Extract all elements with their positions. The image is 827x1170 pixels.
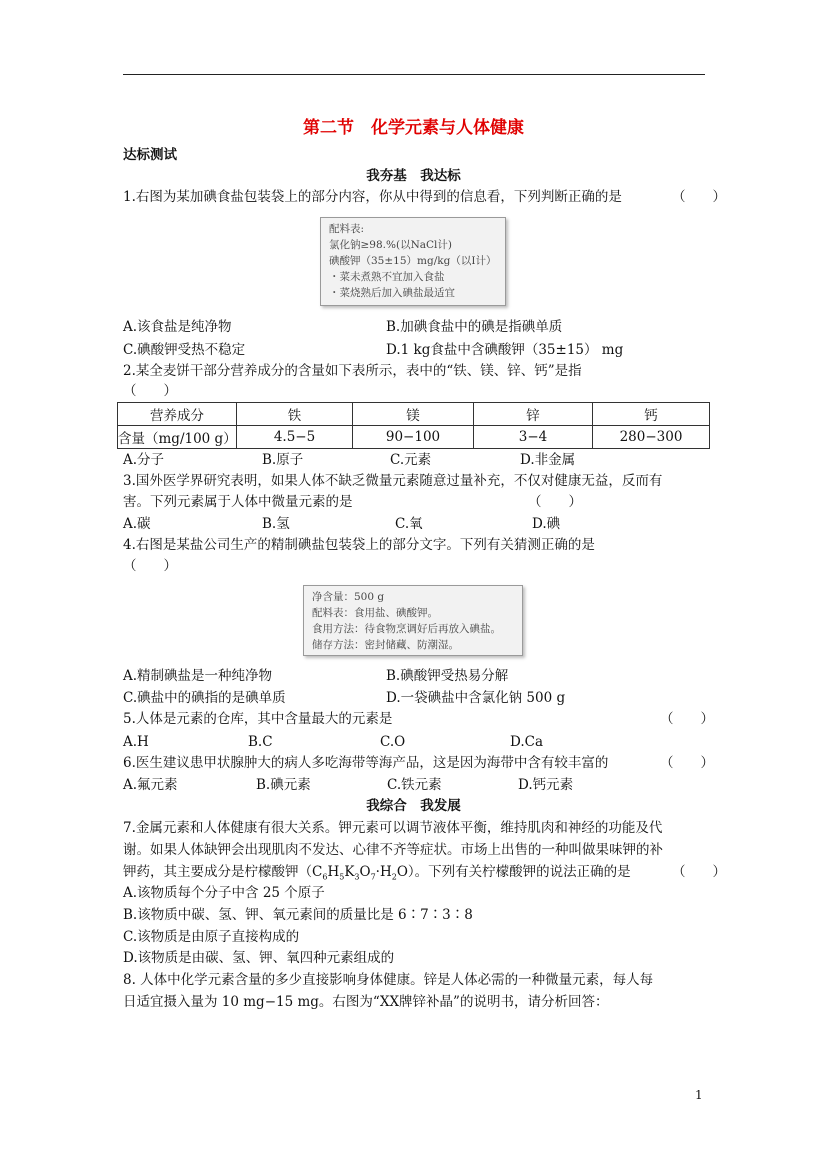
- q1-stem: 1.右图为某加碘食盐包装袋上的部分内容，你从中得到的信息看，下列判断正确的是: [123, 189, 622, 205]
- q1-label-image: [320, 217, 506, 306]
- q7-paren: （ ）: [672, 864, 726, 880]
- q1-box-line: 碘酸钾（35±15）mg/kg（以I计）: [329, 255, 497, 267]
- q3-option-a: A.碳: [123, 516, 151, 532]
- q6-option-a: A.氟元素: [123, 777, 178, 793]
- q4-box-line: 配料表：食用盐、碘酸钾。: [312, 607, 438, 619]
- q8-line-2: 日适宜摄入量为 10 mg−15 mg。右图为“XX牌锌补晶”的说明书，请分析回答：: [123, 994, 609, 1010]
- table-header-row: [118, 403, 710, 426]
- q4-option-d: D.一袋碘盐中含氯化钠 500 g: [386, 690, 566, 706]
- q3-line-1: 3.国外医学界研究表明，如果人体不缺乏微量元素随意过量补充，不仅对健康无益，反而有: [123, 473, 663, 489]
- q4-option-b: B.碘酸钾受热易分解: [386, 668, 509, 684]
- q2-option-c: C.元素: [390, 452, 432, 468]
- q2-option-d: D.非金属: [520, 452, 576, 468]
- table-row: [118, 426, 710, 449]
- q7-line-2: 谢。如果人体缺钾会出现肌肉不发达、心律不齐等症状。市场上出售的一种叫做果味钾的补: [123, 842, 663, 858]
- q8-line-1: 8. 人体中化学元素含量的多少直接影响身体健康。锌是人体必需的一种微量元素，每人每: [123, 972, 654, 988]
- q7-formula-text: O）。下列有关柠檬酸钾的说法正确的是: [396, 864, 631, 880]
- q4-box-line: 食用方法：待食物烹调好后再放入碘盐。: [312, 623, 501, 635]
- q1-option-a: A.该食盐是纯净物: [123, 319, 232, 335]
- formula-subscript: 7: [370, 872, 376, 882]
- formula-subscript: 3: [354, 872, 360, 882]
- table-cell: 4.5−5: [237, 426, 353, 449]
- q7-option-d: D.该物质是由碳、氢、钾、氧四种元素组成的: [123, 950, 395, 966]
- q7-option-a: A.该物质每个分子中含 25 个原子: [123, 885, 325, 901]
- formula-subscript: 6: [322, 872, 328, 882]
- q1-box-line: ・菜未煮熟不宜加入食盐: [329, 271, 445, 283]
- q1-option-b: B.加碘食盐中的碘是指碘单质: [386, 319, 563, 335]
- formula-subscript: 5: [339, 872, 345, 882]
- q4-paren: （ ）: [123, 558, 177, 574]
- q2-stem: 2.某全麦饼干部分营养成分的含量如下表所示，表中的“铁、镁、锌、钙”是指: [123, 363, 582, 379]
- formula-element: K: [344, 864, 355, 880]
- formula-element: O: [359, 864, 371, 880]
- q3-option-c: C.氧: [395, 516, 423, 532]
- q6-option-b: B.碘元素: [256, 777, 311, 793]
- q4-box-line: 储存方法：密封储藏、防潮湿。: [312, 639, 459, 651]
- q5-stem: 5.人体是元素的仓库，其中含量最大的元素是: [123, 711, 393, 727]
- table-header-cell: 铁: [237, 403, 353, 426]
- q7-formula-text: 钾药，其主要成分是柠檬酸钾（C: [123, 864, 323, 880]
- q4-option-c: C.碘盐中的碘指的是碘单质: [123, 690, 286, 706]
- q1-box-line: ・菜烧熟后加入碘盐最适宜: [329, 287, 455, 299]
- table-header-cell: 镁: [353, 403, 474, 426]
- table-header-cell: 锌: [474, 403, 593, 426]
- q3-option-b: B.氢: [262, 516, 290, 532]
- q5-paren: （ ）: [660, 711, 714, 727]
- subsection-heading-1: 我夯基 我达标: [366, 168, 461, 184]
- q2-paren: （ ）: [123, 383, 177, 399]
- q7-line-1: 7.金属元素和人体健康有很大关系。钾元素可以调节液体平衡，维持肌肉和神经的功能及代: [123, 820, 663, 836]
- formula-subscript: 2: [391, 872, 397, 882]
- q1-box-line: 氯化钠≥98.%(以NaCl计): [329, 239, 453, 251]
- q6-stem: 6.医生建议患甲状腺肿大的病人多吃海带等海产品，这是因为海带中含有较丰富的: [123, 755, 609, 771]
- q6-paren: （ ）: [660, 755, 714, 771]
- subsection-heading-2: 我综合 我发展: [366, 798, 461, 814]
- q5-option-a: A.H: [123, 734, 149, 750]
- table-cell: 含量（mg/100 g）: [118, 426, 237, 449]
- q3-paren: （ ）: [528, 494, 582, 510]
- q6-option-d: D.钙元素: [518, 777, 574, 793]
- q4-label-image: [303, 585, 523, 656]
- formula-element: ·H: [375, 864, 392, 880]
- q4-box-line: 净含量：500 g: [312, 591, 385, 603]
- section-heading: 达标测试: [123, 147, 177, 163]
- q4-option-a: A.精制碘盐是一种纯净物: [123, 668, 273, 684]
- table-header-cell: 营养成分: [118, 403, 237, 426]
- q5-option-d: D.Ca: [510, 734, 544, 750]
- q3-line-2: 害。下列元素属于人体中微量元素的是: [123, 494, 353, 510]
- q1-box-line: 配料表:: [329, 223, 365, 235]
- formula-element: H: [327, 864, 340, 880]
- table-cell: 90−100: [353, 426, 474, 449]
- page-title: 第二节 化学元素与人体健康: [303, 118, 524, 138]
- q1-option-d: D.1 kg食盐中含碘酸钾（35±15） mg: [386, 342, 624, 358]
- q7-option-b: B.该物质中碳、氢、钾、氧元素间的质量比是 6∶7∶3∶8: [123, 907, 473, 923]
- table-cell: 280−300: [593, 426, 710, 449]
- page-number: 1: [695, 1088, 703, 1102]
- q3-option-d: D.碘: [532, 516, 561, 532]
- q6-option-c: C.铁元素: [387, 777, 442, 793]
- q2-option-b: B.原子: [262, 452, 304, 468]
- nutrition-table: [117, 402, 710, 449]
- q1-option-c: C.碘酸钾受热不稳定: [123, 342, 246, 358]
- q1-paren: （ ）: [672, 189, 726, 205]
- table-header-cell: 钙: [593, 403, 710, 426]
- q7-option-c: C.该物质是由原子直接构成的: [123, 929, 300, 945]
- header-rule: [123, 74, 705, 75]
- table-cell: 3−4: [474, 426, 593, 449]
- q4-stem: 4.右图是某盐公司生产的精制碘盐包装袋上的部分文字。下列有关猜测正确的是: [123, 537, 595, 553]
- q5-option-c: C.O: [380, 734, 406, 750]
- q5-option-b: B.C: [248, 734, 273, 750]
- q2-option-a: A.分子: [123, 452, 165, 468]
